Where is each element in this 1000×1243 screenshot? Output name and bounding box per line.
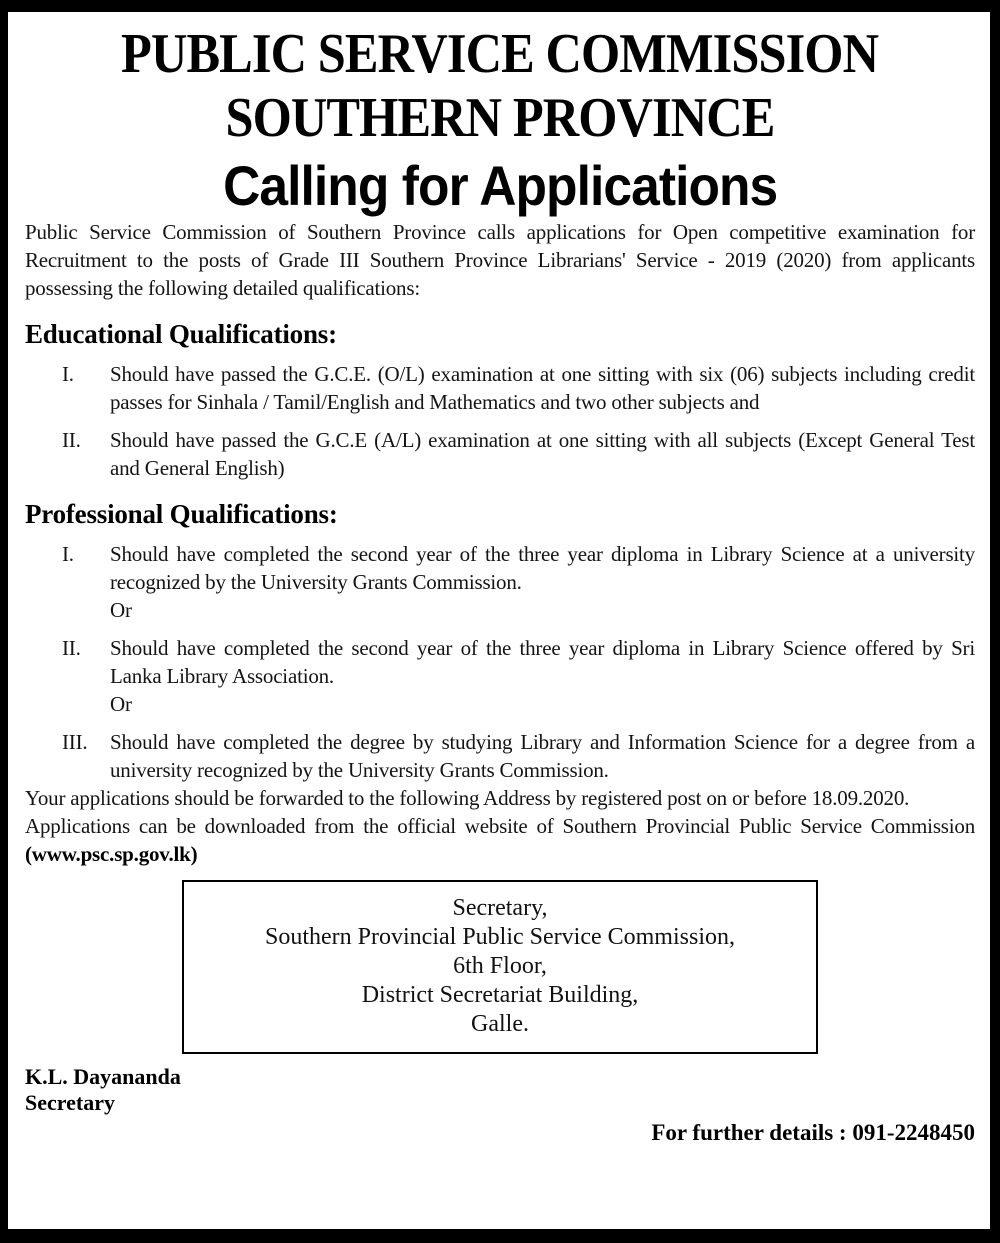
website-url: (www.psc.sp.gov.lk) bbox=[25, 842, 198, 866]
item-text: Should have passed the G.C.E. (O/L) examination at one sitting with six (06) subjects including credit passes for Sinhala / Tamil/English and Mathematics and two other subjects and bbox=[110, 362, 975, 414]
item-text-body: Should have completed the second year of the three year diploma in Library Science at a university recognized by the University Grants Commission. bbox=[110, 542, 975, 594]
item-text-body: Should have completed the second year of the three year diploma in Library Science offered by Sri Lanka Library Association. bbox=[110, 636, 975, 688]
notice-subtitle bbox=[25, 154, 975, 218]
download-note-text: Applications can be downloaded from the official website of Southern Provincial Public Service Commission bbox=[25, 814, 975, 838]
or-connector: Or bbox=[110, 692, 132, 716]
list-item bbox=[25, 360, 975, 416]
intro-paragraph: Public Service Commission of Southern Province calls applications for Open competitive examination for Recruitment to the posts of Grade III Southern Province Librarians' Service - 2019 (2020) from applicants possessing the following detailed qualifications: bbox=[25, 220, 975, 300]
item-numeral: I. bbox=[62, 542, 74, 566]
section-heading-educational: Educational Qualifications: bbox=[25, 319, 337, 349]
item-numeral: I. bbox=[62, 362, 74, 386]
item-text bbox=[110, 634, 975, 718]
item-text: Should have completed the degree by studying Library and Information Science for a degree from a university recognized by the University Grants Commission. bbox=[110, 730, 975, 782]
org-title-line2 bbox=[25, 86, 975, 150]
notice-subtitle-text: Calling for Applications bbox=[222, 154, 778, 217]
address-line: District Secretariat Building, bbox=[361, 982, 639, 1008]
notice-page bbox=[8, 22, 990, 1239]
item-numeral: III. bbox=[62, 730, 88, 754]
download-note bbox=[25, 812, 975, 868]
list-item bbox=[25, 728, 975, 784]
postal-address-box bbox=[182, 880, 818, 1054]
contact-details: For further details : 091-2248450 bbox=[651, 1120, 975, 1145]
item-numeral: II. bbox=[62, 428, 81, 452]
address-line: Galle. bbox=[471, 1011, 529, 1037]
item-numeral: II. bbox=[62, 636, 81, 660]
org-title-line2-text: SOUTHERN PROVINCE bbox=[225, 87, 775, 149]
signatory-name: K.L. Dayananda bbox=[25, 1064, 181, 1089]
address-line: Secretary, bbox=[452, 895, 548, 921]
signature-block bbox=[25, 1064, 975, 1116]
signatory-title: Secretary bbox=[25, 1090, 115, 1115]
list-item bbox=[25, 426, 975, 482]
address-line: Southern Provincial Public Service Commission, bbox=[265, 924, 735, 950]
list-item bbox=[25, 634, 975, 718]
list-item bbox=[25, 540, 975, 624]
org-title-line1-text: PUBLIC SERVICE COMMISSION bbox=[121, 23, 879, 85]
org-title-line1 bbox=[25, 22, 975, 86]
or-connector: Or bbox=[110, 598, 132, 622]
item-text bbox=[110, 540, 975, 624]
address-line: 6th Floor, bbox=[453, 953, 547, 979]
forwarding-note: Your applications should be forwarded to the following Address by registered post on or before 18.09.2020. bbox=[25, 786, 910, 810]
item-text: Should have passed the G.C.E (A/L) examination at one sitting with all subjects (Except General Test and General English) bbox=[110, 428, 975, 480]
section-heading-professional: Professional Qualifications: bbox=[25, 499, 338, 529]
